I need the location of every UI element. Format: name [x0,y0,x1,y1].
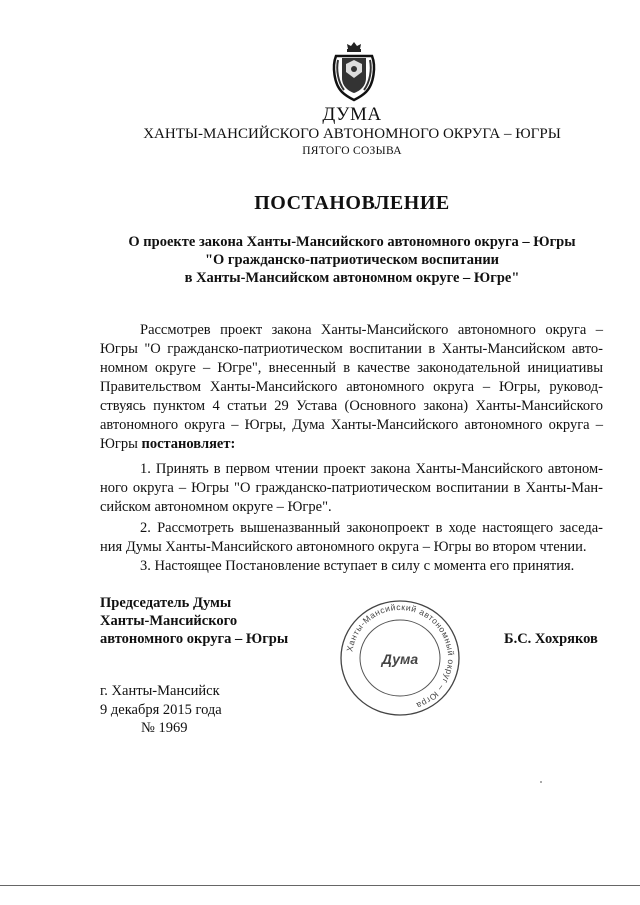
scan-speck [540,781,542,783]
preamble-line: Рассмотрев проект закона Ханты-Мансийского автономного округа – [140,322,603,338]
resolves-keyword: постановляет: [141,436,236,452]
official-stamp [337,597,463,719]
item-line: 3. Настоящее Постановление вступает в силу с момента его принятия. [140,558,575,574]
preamble-line: Югры "О гражданско-патриотическом воспитании в Ханты-Мансийском авто- [100,341,603,357]
preamble-tail-text: Югры [100,436,142,452]
org-name: ДУМА [322,104,382,125]
signer-title-line: Председатель Думы [100,595,232,611]
page-bottom-line [0,885,640,886]
item-line: ния Думы Ханты-Мансийского автономного округа – Югры во втором чтении. [100,539,587,555]
stamp-ring-text: Ханты-Мансийский автономный округ – Югра [344,601,457,711]
signer-title-line: автономного округа – Югры [100,631,289,647]
signer-title-line: Ханты-Мансийского [100,613,238,629]
preamble-line: ствуясь пунктом 4 статьи 29 Устава (Основного закона) Ханты-Мансийского [100,398,603,414]
item-line: сийском автономном округе – Югре". [100,499,332,515]
subject-line: "О гражданско-патриотическом воспитании [204,252,500,268]
item-line: 2. Рассмотреть вышеназванный законопроект в ходе настоящего заседа- [140,520,603,536]
preamble-line [100,435,603,453]
item-line: 1. Принять в первом чтении проект закона Ханты-Мансийского автоном- [140,461,603,477]
item-line: ного округа – Югры "О гражданско-патриотическом воспитании в Ханты-Ман- [100,480,603,496]
place: г. Ханты-Мансийск [100,683,220,699]
stamp-center-text: Дума [381,651,419,667]
document-type-title: ПОСТАНОВЛЕНИЕ [254,192,450,214]
date: 9 декабря 2015 года [100,702,222,718]
preamble-line: номном округе – Югре", внесенный в качестве законодательной инициативы [100,360,603,376]
coat-of-arms-icon [330,40,378,102]
preamble-line: автономного округа – Югры, Дума Ханты-Мансийского автономного округа – [100,417,603,433]
subject-line: в Ханты-Мансийском автономном округе – Югре" [184,270,520,286]
document-number: № 1969 [141,720,188,736]
signer-name: Б.С. Хохряков [504,631,598,647]
org-convocation: ПЯТОГО СОЗЫВА [302,145,402,157]
org-region: ХАНТЫ-МАНСИЙСКОГО АВТОНОМНОГО ОКРУГА – ЮГРЫ [143,126,561,142]
preamble-line: Правительством Ханты-Мансийского автономного округа – Югры, руковод- [100,379,603,395]
subject-line: О проекте закона Ханты-Мансийского автономного округа – Югры [128,234,576,250]
